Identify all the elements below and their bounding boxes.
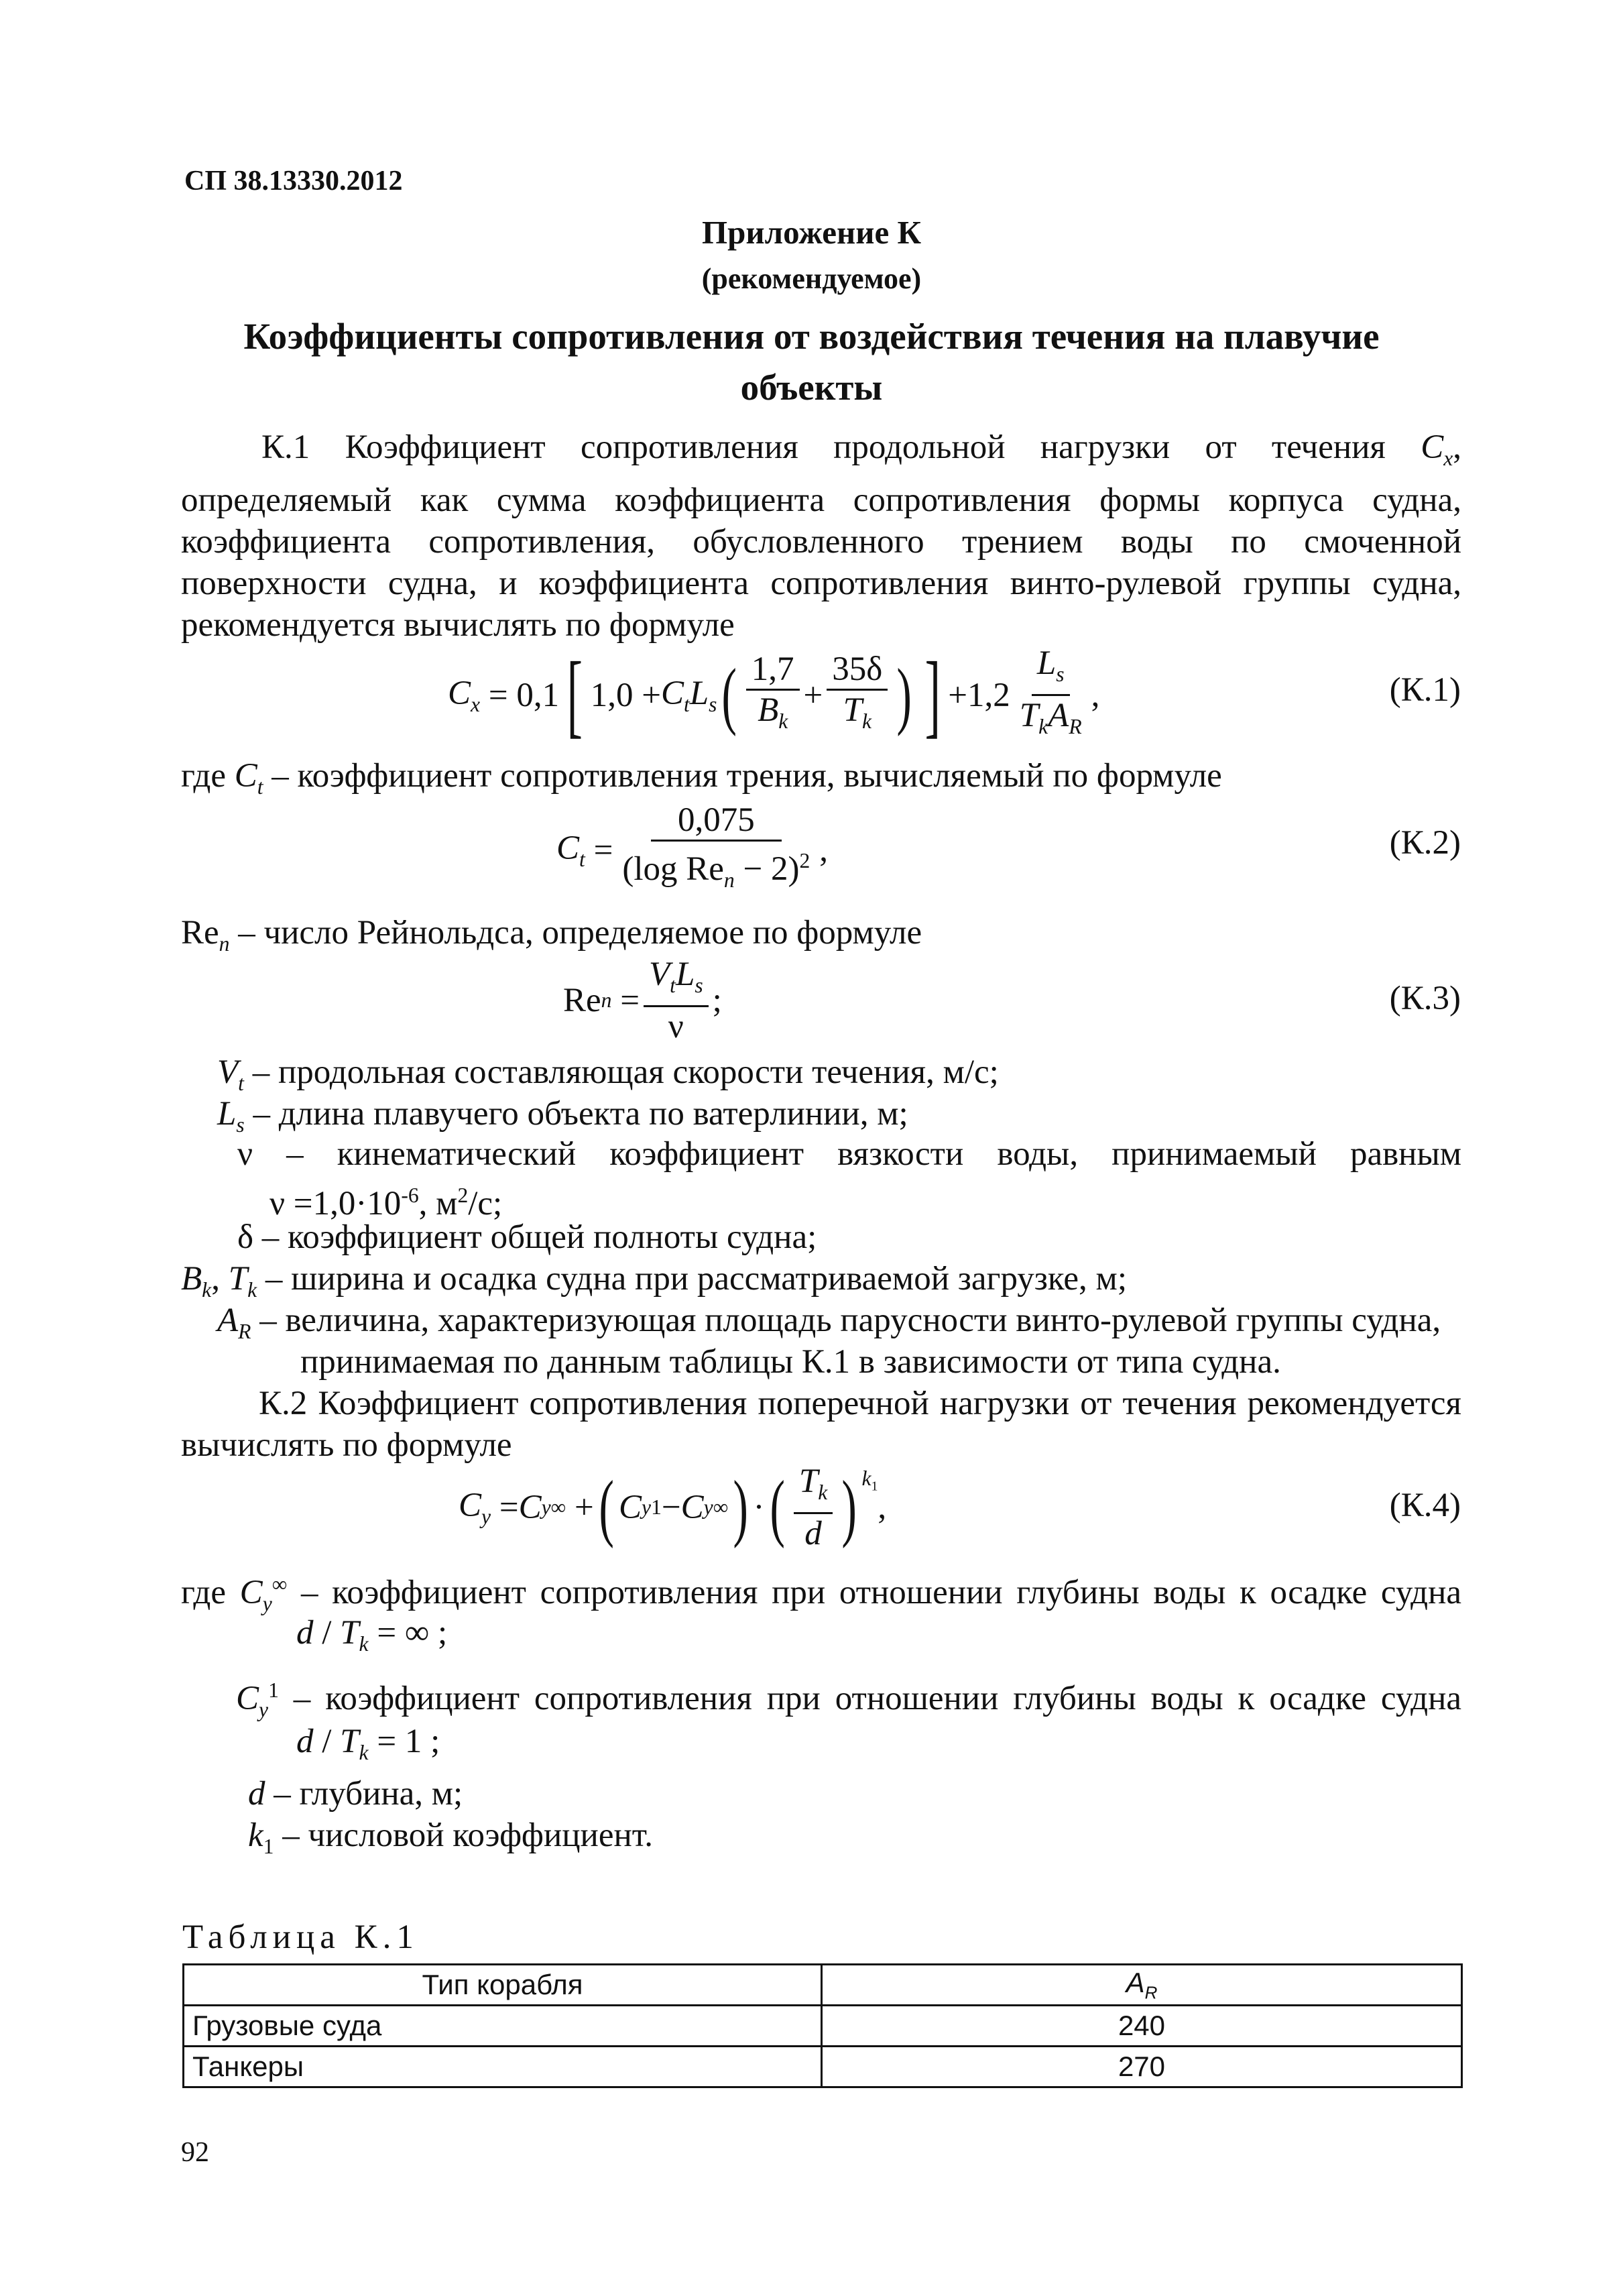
table-cell: Грузовые суда [184, 2006, 822, 2047]
def-nu-line2: $\nu =1,0\cdot 10^{-6}$, $м^2/с$; [269, 1184, 503, 1222]
section-k1-rest: , определяемый как сумма коэффициента сопротивления формы корпуса судна, коэффициента сопротивления, обусловленного трением воды по смоченной поверхности судна, и коэффициента сопротивления винто-рулевой группы судна, рекомендуется вычислять по формуле [181, 428, 1461, 644]
formula-k1: $C_x$ = 0,1 [ 1,0 + $C_tL_s$ ( $\frac{1,7}{B_k}$ + $\frac{35\delta}{T_k}$ ) ] +1,2 $\frac{L_s}{T_kA_R}$ , [448, 642, 1100, 747]
main-title-line2: объекты [740, 367, 883, 408]
ct-intro: – коэффициент сопротивления трения, вычисляемый по формуле [272, 757, 1222, 795]
def-ar-line1: $A_R$ – величина, характеризующая площадь парусности винто-рулевой группы судна, [217, 1302, 1441, 1344]
def-bk-tk: $B_k$, $T_k$ – ширина и осадка судна при рассматриваемой загрузке, м; [181, 1260, 1128, 1302]
section-k2-paragraph [181, 1383, 1461, 1466]
formula-k4-number: (К.4) [1389, 1487, 1461, 1524]
table-cell: Танкеры [184, 2047, 822, 2087]
def-cy-inf-cond: d / $T_k$ = ∞ ; [296, 1614, 448, 1656]
appendix-status: (рекомендуемое) [701, 262, 922, 295]
formula-k3: Re n = $\frac{V_tL_s}{\nu}$ ; [563, 956, 722, 1046]
formula-k4: $C_y$ = C y ∞ + ( C y 1 − C y ∞ ) · ( $\frac{T_k}{d}$ ) $^{k_1}$ , [459, 1462, 887, 1553]
section-k1-symbol: $C_x$ [1421, 428, 1453, 471]
table-header-row [184, 1965, 1462, 2006]
main-title-line1: Коэффициенты сопротивления от воздействия течения на плавучие [243, 316, 1380, 357]
def-vt: $V_t$ – продольная составляющая скорости течения, м/с; [217, 1053, 999, 1096]
def-nu-line1: ν – кинематический коэффициент вязкости воды, принимаемый равным [237, 1135, 1461, 1173]
def-cy-1-cond: $d / T_k = 1$ ; [296, 1723, 440, 1765]
section-k2-text: Коэффициент сопротивления поперечной нагрузки от течения рекомендуется вычислять по формуле [181, 1385, 1462, 1464]
formula-k1-number: (К.1) [1389, 671, 1461, 709]
def-ls: $L_s$ – длина плавучего объекта по ватерлинии, м; [217, 1095, 908, 1137]
table-row [184, 2047, 1462, 2087]
ren-definition: $Re_n$ – число Рейнольдса, определяемое по формуле [181, 914, 922, 956]
table-header-ship-type: Тип корабля [184, 1965, 822, 2006]
section-k1-paragraph [181, 426, 1461, 646]
table-k1 [182, 1963, 1463, 2088]
formula-k2-number: (К.2) [1389, 824, 1461, 862]
table-caption: Таблица К.1 [182, 1918, 419, 1956]
where-word: где [181, 757, 226, 795]
formula-k3-number: (К.3) [1389, 980, 1461, 1017]
section-k1-number: К.1 [261, 428, 310, 466]
main-title [0, 311, 1623, 413]
section-k2-number: К.2 [259, 1385, 308, 1422]
def-delta: δ – коэффициент общей полноты судна; [237, 1218, 817, 1256]
table-row [184, 2006, 1462, 2047]
table-cell: 270 [822, 2047, 1462, 2087]
def-k1: $k_1$ – числовой коэффициент. [248, 1817, 653, 1859]
def-d: d – глубина, м; [248, 1775, 463, 1813]
page-number: 92 [181, 2137, 209, 2168]
section-k1-text: Коэффициент сопротивления продольной нагрузки от течения [345, 428, 1386, 466]
def-cy-1: $C_y^1$ – коэффициент сопротивления при отношении глубины воды к осадке судна [236, 1678, 1462, 1722]
ren-intro: – число Рейнольдса, определяемое по формуле [238, 914, 922, 952]
formula-k2: $C_t$ = $\frac{0,075}{(\log Re_n - 2)^2}$ , [556, 801, 829, 893]
def-ar-line2: принимаемая по данным таблицы К.1 в зависимости от типа судна. [300, 1343, 1281, 1381]
table-cell: 240 [822, 2006, 1462, 2047]
ct-definition: где $C_t$ – коэффициент сопротивления трения, вычисляемый по формуле [181, 757, 1222, 799]
table-header-ar: $A_R$ [822, 1965, 1462, 2006]
appendix-title: Приложение К [702, 214, 921, 251]
def-cy-inf: где $C_y^\infty$ – коэффициент сопротивления при отношении глубины воды к осадке судна [181, 1572, 1462, 1616]
doc-code: СП 38.13330.2012 [184, 166, 403, 196]
k2-numerator: 0,075 [651, 801, 782, 842]
